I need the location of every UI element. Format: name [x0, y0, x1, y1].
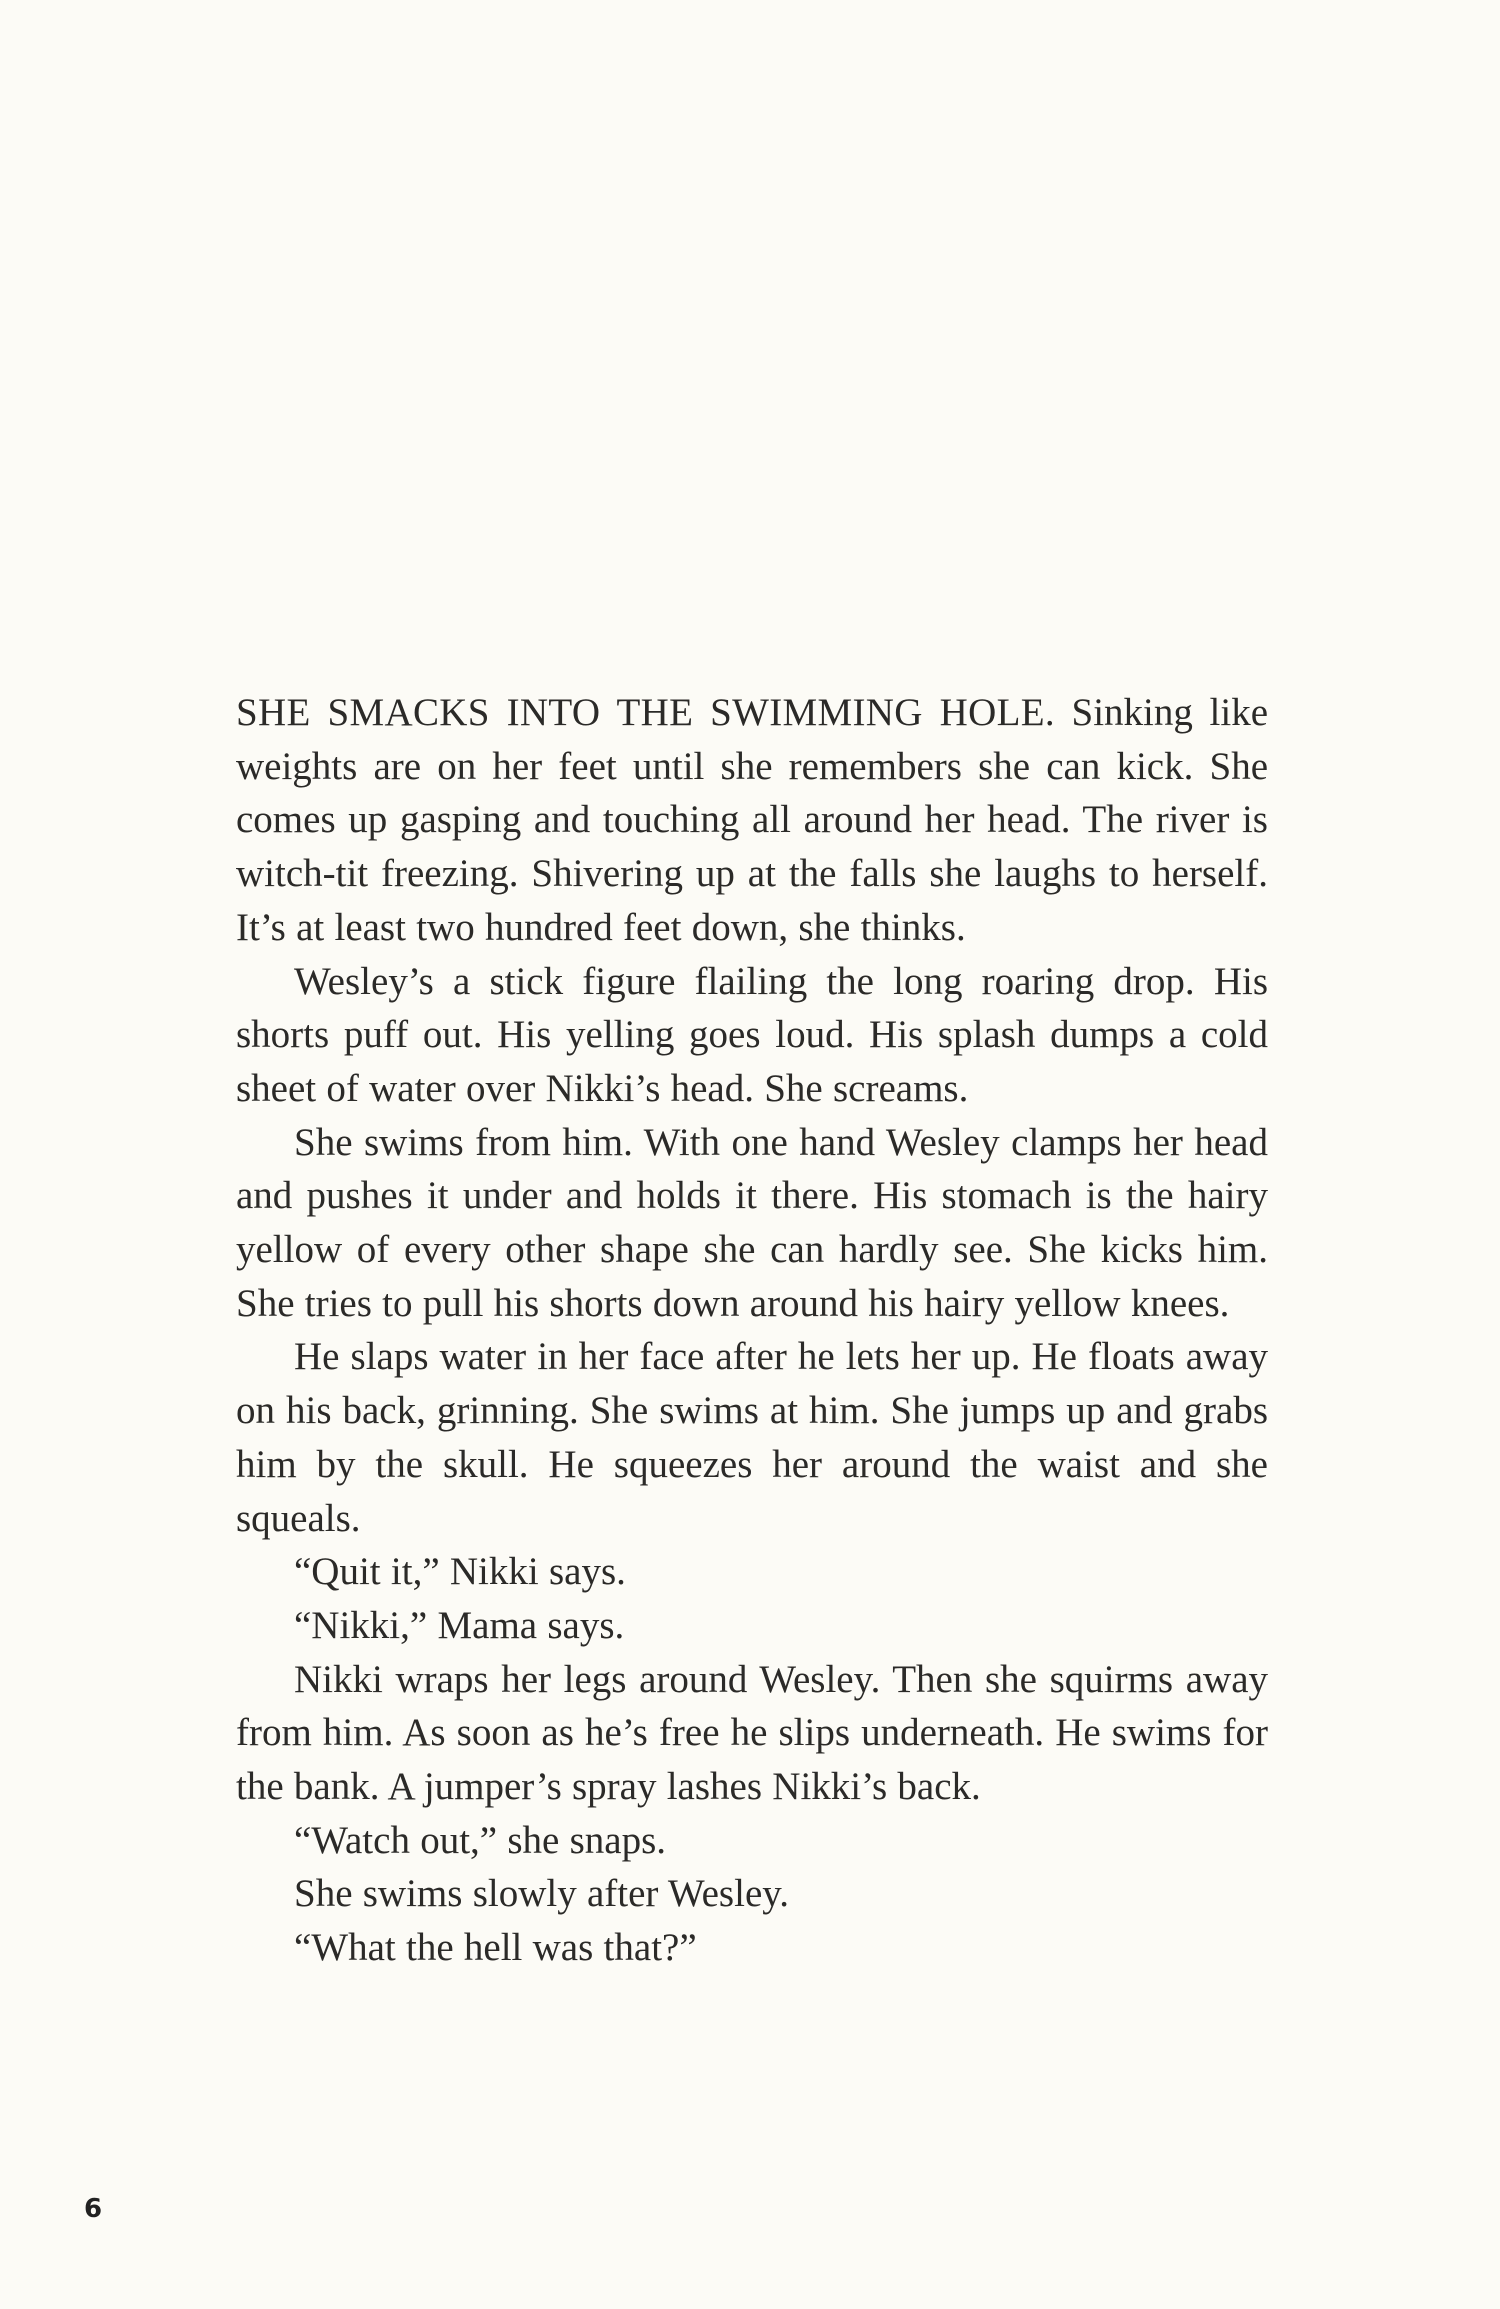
- body-text: [236, 686, 1268, 1975]
- paragraph: She swims slowly after Wesley.: [294, 1872, 789, 1916]
- page-number: 6: [84, 2194, 103, 2224]
- paragraph: “Quit it,” Nikki says.: [294, 1550, 626, 1594]
- paragraph: [236, 686, 1268, 955]
- chapter-opening-caps: SHE SMACKS INTO THE SWIMMING HOLE.: [236, 691, 1055, 734]
- paragraph: Nikki wraps her legs around Wesley. Then she squirms away from him. As soon as he’s free he slips underneath. He swims for the bank. A jumper’s spray lashes Nikki’s back.: [236, 1657, 1268, 1809]
- paragraph: She swims from him. With one hand Wesley clamps her head and pushes it under and holds it there. His stomach is the hairy yellow of every other shape she can hardly see. She kicks him. She tries to pull his shorts down around his hairy yellow knees.: [236, 1120, 1268, 1325]
- paragraph: He slaps water in her face after he lets her up. He floats away on his back, grinning. She swims at him. She jumps up and grabs him by the skull. He squeezes her around the waist and she squeals.: [236, 1335, 1268, 1540]
- paragraph: “Nikki,” Mama says.: [294, 1603, 625, 1647]
- paragraph: Wesley’s a stick figure flailing the long roaring drop. His shorts puff out. His yelling goes loud. His splash dumps a cold sheet of water over Nikki’s head. She screams.: [236, 959, 1268, 1110]
- paragraph: “What the hell was that?”: [294, 1926, 697, 1970]
- paragraph: “Watch out,” she snaps.: [294, 1818, 666, 1862]
- paragraph-text: Sinking like weights are on her feet until she remembers she can kick. She comes up gasping and touching all around her head. The river is witch-tit freezing. Shivering up at the falls she laughs to herself. It’s at least two hundred feet down, she thinks.: [236, 691, 1269, 949]
